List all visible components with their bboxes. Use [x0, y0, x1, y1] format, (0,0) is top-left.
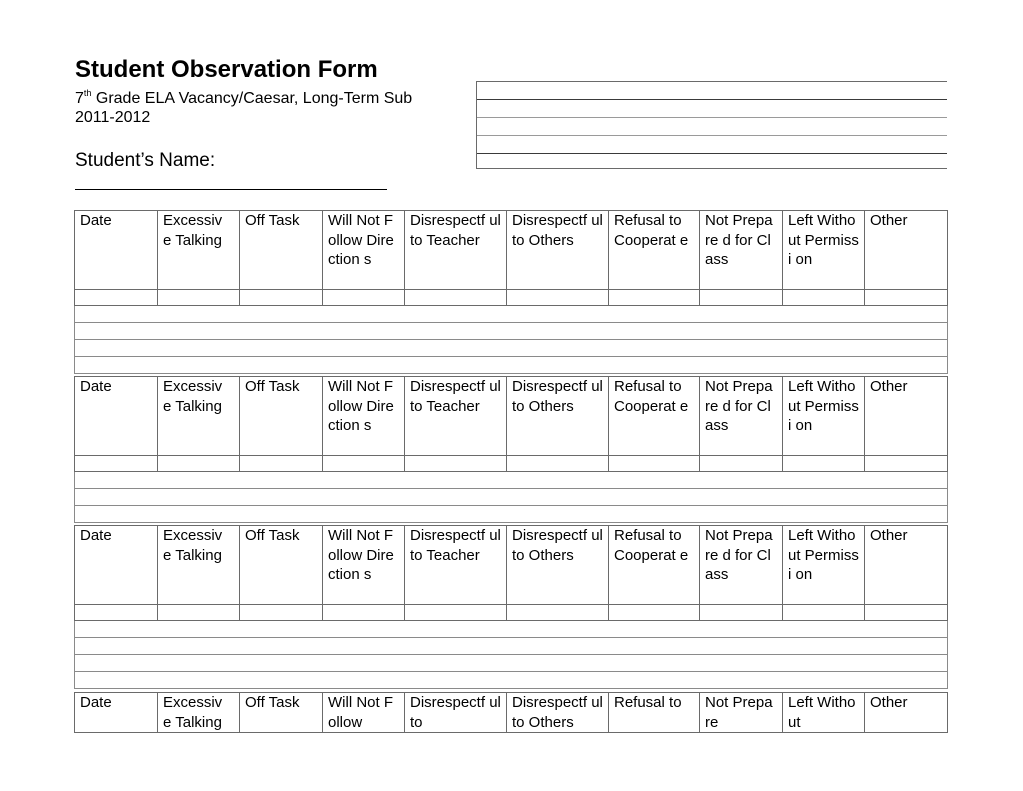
notes-cell[interactable] [75, 306, 948, 323]
col-header-left-without: Left Without Permissi on [783, 526, 865, 605]
col-header-will-not-follow: Will Not Follow Direction s [323, 211, 405, 290]
col-header-excessive-talking: Excessiv e Talking [158, 211, 240, 290]
observation-table-2 [74, 376, 948, 523]
col-header-off-task: Off Task [240, 526, 323, 605]
cell-off-task[interactable] [240, 456, 323, 472]
col-header-excessive-talking: Excessiv e Talking [158, 377, 240, 456]
col-header-not-prepared: Not Prepare d for Class [700, 526, 783, 605]
grade-number: 7 [75, 90, 84, 107]
table-row [75, 290, 948, 306]
cell-date[interactable] [75, 290, 158, 306]
col-header-left-without: Left Without Permissi on [783, 211, 865, 290]
course-description: Grade ELA Vacancy/Caesar, Long-Term Sub [91, 90, 413, 107]
notes-row [75, 306, 948, 323]
col-header-left-without: Left Without Permissi on [783, 377, 865, 456]
col-header-refusal: Refusal to Cooperat e [609, 526, 700, 605]
col-header-not-prepared: Not Prepare d for Class [700, 211, 783, 290]
col-header-other: Other [865, 693, 948, 733]
cell-will-not-follow[interactable] [323, 456, 405, 472]
notes-cell[interactable] [75, 672, 948, 689]
cell-refusal[interactable] [609, 456, 700, 472]
col-header-excessive-talking: Excessiv e Talking [158, 693, 240, 733]
col-header-date: Date [75, 526, 158, 605]
cell-excessive-talking[interactable] [158, 290, 240, 306]
col-header-date: Date [75, 211, 158, 290]
form-title: Student Observation Form [75, 56, 378, 83]
student-name-line[interactable] [75, 189, 387, 190]
col-header-will-not-follow: Will Not Follow Direction s [323, 526, 405, 605]
notes-cell[interactable] [75, 655, 948, 672]
col-header-disrespectful-teacher: Disrespectf ul to [405, 693, 507, 733]
cell-disrespectful-others[interactable] [507, 456, 609, 472]
col-header-will-not-follow: Will Not Follow Direction s [323, 377, 405, 456]
cell-disrespectful-others[interactable] [507, 290, 609, 306]
grade-suffix: th [83, 88, 92, 98]
notes-row [75, 638, 948, 655]
cell-not-prepared[interactable] [700, 290, 783, 306]
cell-date[interactable] [75, 605, 158, 621]
cell-disrespectful-teacher[interactable] [405, 456, 507, 472]
col-header-off-task: Off Task [240, 693, 323, 733]
info-box-rule [477, 135, 947, 136]
notes-row [75, 506, 948, 523]
cell-will-not-follow[interactable] [323, 290, 405, 306]
col-header-excessive-talking: Excessiv e Talking [158, 526, 240, 605]
cell-off-task[interactable] [240, 290, 323, 306]
col-header-disrespectful-others: Disrespectf ul to Others [507, 526, 609, 605]
col-header-other: Other [865, 377, 948, 456]
notes-cell[interactable] [75, 489, 948, 506]
col-header-left-without: Left Without [783, 693, 865, 733]
cell-left-without[interactable] [783, 290, 865, 306]
col-header-will-not-follow: Will Not Follow [323, 693, 405, 733]
col-header-date: Date [75, 693, 158, 733]
cell-will-not-follow[interactable] [323, 605, 405, 621]
notes-row [75, 621, 948, 638]
col-header-other: Other [865, 526, 948, 605]
info-box-rule [477, 153, 947, 154]
grade-course-line [75, 89, 412, 108]
info-box-rule [477, 117, 947, 118]
col-header-date: Date [75, 377, 158, 456]
observation-table-4 [74, 692, 948, 733]
cell-disrespectful-others[interactable] [507, 605, 609, 621]
observation-table-3 [74, 525, 948, 689]
cell-disrespectful-teacher[interactable] [405, 605, 507, 621]
cell-other[interactable] [865, 456, 948, 472]
notes-cell[interactable] [75, 621, 948, 638]
table-row [75, 456, 948, 472]
cell-other[interactable] [865, 605, 948, 621]
info-box-rule [477, 99, 947, 100]
notes-row [75, 489, 948, 506]
col-header-refusal: Refusal to Cooperat e [609, 377, 700, 456]
school-year: 2011-2012 [75, 109, 151, 126]
notes-row [75, 323, 948, 340]
cell-left-without[interactable] [783, 605, 865, 621]
cell-left-without[interactable] [783, 456, 865, 472]
notes-row [75, 472, 948, 489]
cell-disrespectful-teacher[interactable] [405, 290, 507, 306]
notes-cell[interactable] [75, 340, 948, 357]
col-header-off-task: Off Task [240, 377, 323, 456]
observation-table-1 [74, 210, 948, 374]
student-name-label: Student’s Name: [75, 150, 216, 171]
table-row [75, 605, 948, 621]
col-header-off-task: Off Task [240, 211, 323, 290]
col-header-not-prepared: Not Prepare d for Class [700, 377, 783, 456]
cell-refusal[interactable] [609, 605, 700, 621]
col-header-disrespectful-others: Disrespectf ul to Others [507, 693, 609, 733]
notes-cell[interactable] [75, 472, 948, 489]
table-header-row [75, 377, 948, 456]
notes-cell[interactable] [75, 506, 948, 523]
table-header-row [75, 211, 948, 290]
col-header-refusal: Refusal to [609, 693, 700, 733]
notes-cell[interactable] [75, 638, 948, 655]
col-header-disrespectful-others: Disrespectf ul to Others [507, 377, 609, 456]
table-header-row [75, 693, 948, 733]
cell-not-prepared[interactable] [700, 605, 783, 621]
header-info-box [476, 81, 947, 169]
col-header-refusal: Refusal to Cooperat e [609, 211, 700, 290]
notes-cell[interactable] [75, 357, 948, 374]
col-header-disrespectful-teacher: Disrespectf ul to Teacher [405, 377, 507, 456]
cell-date[interactable] [75, 456, 158, 472]
notes-cell[interactable] [75, 323, 948, 340]
notes-row [75, 655, 948, 672]
cell-off-task[interactable] [240, 605, 323, 621]
notes-row [75, 357, 948, 374]
cell-excessive-talking[interactable] [158, 605, 240, 621]
col-header-disrespectful-teacher: Disrespectf ul to Teacher [405, 526, 507, 605]
notes-row [75, 340, 948, 357]
col-header-not-prepared: Not Prepare [700, 693, 783, 733]
cell-excessive-talking[interactable] [158, 456, 240, 472]
cell-refusal[interactable] [609, 290, 700, 306]
notes-row [75, 672, 948, 689]
col-header-other: Other [865, 211, 948, 290]
table-header-row [75, 526, 948, 605]
col-header-disrespectful-others: Disrespectf ul to Others [507, 211, 609, 290]
cell-other[interactable] [865, 290, 948, 306]
col-header-disrespectful-teacher: Disrespectf ul to Teacher [405, 211, 507, 290]
cell-not-prepared[interactable] [700, 456, 783, 472]
